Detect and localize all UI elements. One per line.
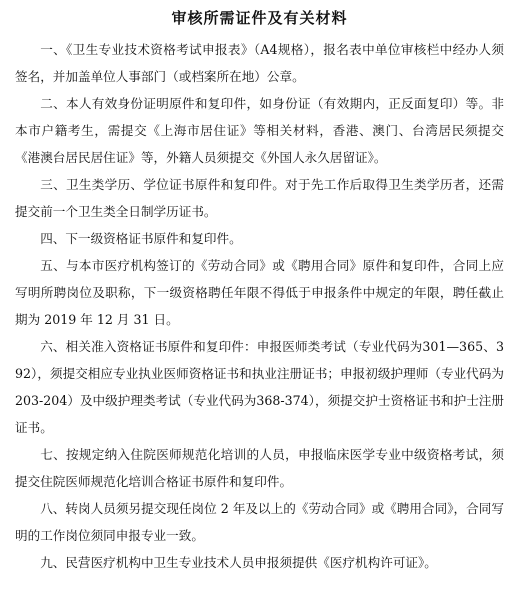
paragraph-6: 六、相关准入资格证书原件和复印件：申报医师类考试（专业代码为301—365、392），须提交相应专业执业医师资格证书和执业注册证书；申报初级护理师（专业代码为 203-204）及中级护理类考试（专业代码为368-374），须提交护士资格证书和护士注册证书。: [15, 339, 504, 435]
paragraph-4: 四、下一级资格证书原件和复印件。: [40, 231, 242, 246]
paragraph-5: 五、与本市医疗机构签订的《劳动合同》或《聘用合同》原件和复印件，合同上应写明所聘岗位及职称，下一级资格聘任年限不得低于申报条件中规定的年限，聘任截止期为 2019 年 12 月 31 日。: [15, 258, 504, 327]
paragraph-8: 八、转岗人员须另提交现任岗位 2 年及以上的《劳动合同》或《聘用合同》，合同写明的工作岗位须同申报专业一致。: [15, 501, 504, 543]
paragraph-1: 一、《卫生专业技术资格考试申报表》（A4规格），报名表中单位审核栏中经办人须签名，并加盖单位人事部门（或档案所在地）公章。: [15, 42, 504, 84]
paragraph-9: 九、民营医疗机构中卫生专业技术人员申报须提供《医疗机构许可证》。: [40, 555, 437, 570]
document-title: 审核所需证件及有关材料: [171, 9, 348, 27]
paragraph-2: 二、本人有效身份证明原件和复印件，如身份证（有效期内，正反面复印）等。非本市户籍考生，需提交《上海市居住证》等相关材料，香港、澳门、台湾居民须提交《港澳台居民居住证》等，外籍人员须提交《外国人永久居留证》。: [15, 96, 504, 165]
paragraph-3: 三、卫生类学历、学位证书原件和复印件。对于先工作后取得卫生类学历者，还需提交前一个卫生类全日制学历证书。: [15, 177, 504, 219]
paragraph-7: 七、按规定纳入住院医师规范化培训的人员，申报临床医学专业中级资格考试，须提交住院医师规范化培训合格证书原件和复印件。: [15, 447, 504, 489]
